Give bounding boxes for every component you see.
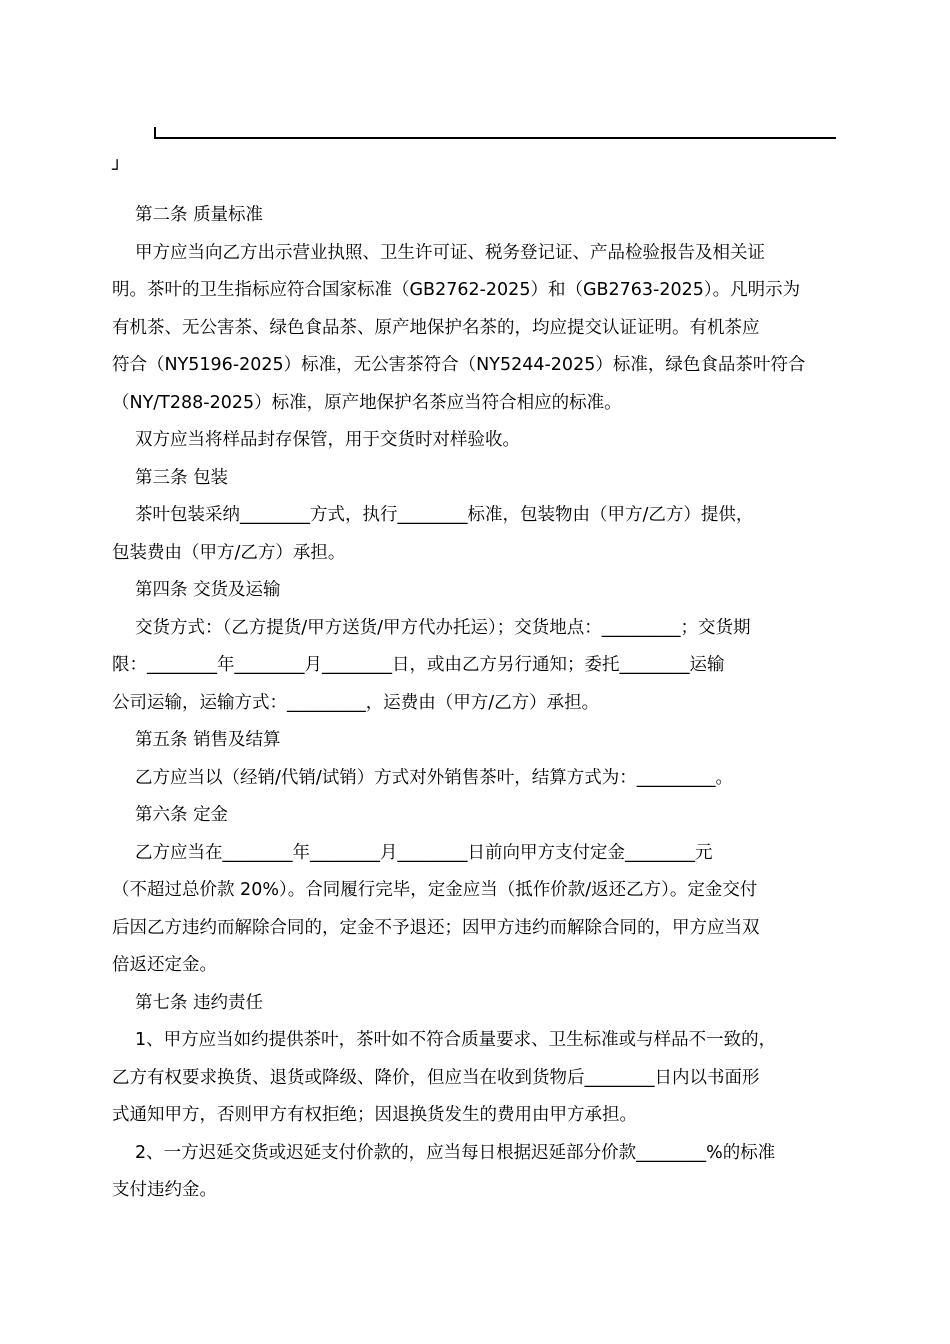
paragraph-line: 1、甲方应当如约提供茶叶，茶叶如不符合质量要求、卫生标准或与样品不一致的，	[135, 1030, 777, 1050]
table-bottom-border	[154, 127, 836, 139]
paragraph-line: 甲方应当向乙方出示营业执照、卫生许可证、税务登记证、产品检验报告及相关证	[135, 242, 765, 263]
paragraph-line: （NY/T288-2025）标准，原产地保护名茶应当符合相应的标准。	[112, 392, 622, 413]
paragraph-line: 式通知甲方，否则甲方有权拒绝；因退换货发生的费用由甲方承担。	[112, 1105, 637, 1125]
section-heading-sales: 第五条 销售及结算	[135, 730, 281, 750]
section-heading-breach: 第七条 违约责任	[135, 992, 264, 1013]
paragraph-line: 明。茶叶的卫生指标应符合国家标准（GB2762-2025）和（GB2763-2025）。凡明示为	[112, 280, 801, 300]
paragraph-line: 双方应当将样品封存保管，用于交货时对样验收。	[135, 430, 520, 450]
paragraph-line: 支付违约金。	[112, 1180, 217, 1200]
paragraph-line: 乙方应当在________年________月________日前向甲方支付定金________元	[135, 842, 713, 863]
paragraph-line: （不超过总价款 20%）。合同履行完毕，定金应当（抵作价款/返还乙方）。定金交付	[112, 880, 758, 900]
paragraph-line: 包装费由（甲方/乙方）承担。	[112, 542, 346, 563]
paragraph-line: 后因乙方违约而解除合同的，定金不予退还；因甲方违约而解除合同的，甲方应当双	[112, 917, 760, 938]
paragraph-line: 乙方有权要求换货、退货或降级、降价，但应当在收到货物后________日内以书面形	[112, 1067, 760, 1088]
paragraph-line: 乙方应当以（经销/代销/试销）方式对外销售茶叶，结算方式为：_________。	[135, 767, 734, 788]
paragraph-line: 交货方式：（乙方提货/甲方送货/甲方代办托运）；交货地点：_________；交货期	[135, 617, 751, 638]
section-heading-packaging: 第三条 包装	[135, 467, 229, 488]
paragraph-line: 有机茶、无公害茶、绿色食品茶、原产地保护名茶的，均应提交认证证明。有机茶应	[112, 317, 760, 338]
paragraph-line: 倍返还定金。	[112, 955, 217, 975]
paragraph-line: 2、一方迟延交货或迟延支付价款的，应当每日根据迟延部分价款________%的标准	[135, 1142, 776, 1163]
section-heading-quality: 第二条 质量标准	[135, 205, 264, 225]
paragraph-line: 茶叶包装采纳________方式，执行________标准，包装物由（甲方/乙方）提供，	[135, 505, 754, 525]
table-corner-mark: ┘	[112, 160, 123, 180]
paragraph-line: 符合（NY5196-2025）标准，无公害茶符合（NY5244-2025）标准，绿色食品茶叶符合	[112, 355, 806, 375]
contract-body	[112, 197, 836, 1210]
section-heading-deposit: 第六条 定金	[135, 805, 229, 825]
section-heading-delivery: 第四条 交货及运输	[135, 580, 281, 600]
paragraph-line: 公司运输，运输方式：_________，运费由（甲方/乙方）承担。	[112, 692, 600, 713]
paragraph-line: 限：________年________月________日，或由乙方另行通知；委托________运输	[112, 655, 725, 675]
